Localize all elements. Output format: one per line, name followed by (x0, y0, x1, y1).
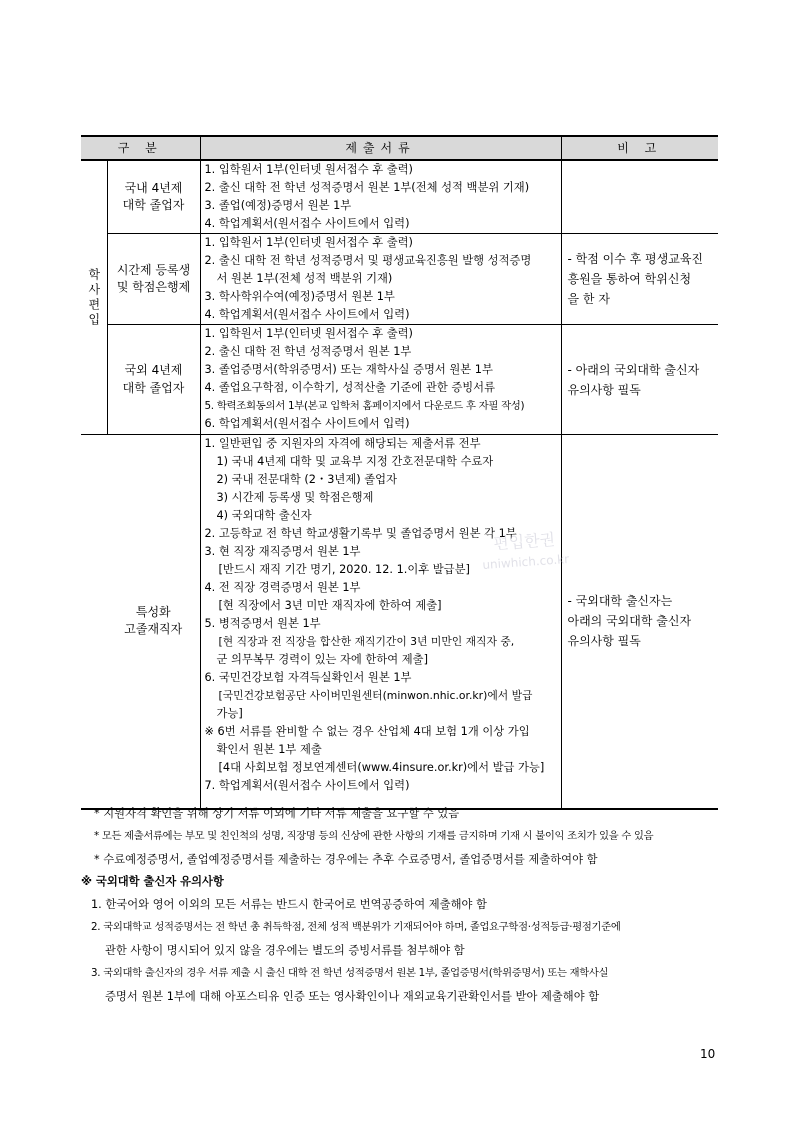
list-item: 확인서 원본 1부 제출 (216, 743, 322, 756)
footnote: * 지원자격 확인을 위해 상기 서류 이외에 기타 서류 제출을 요구할 수 있음 (94, 807, 460, 820)
list-item: 7. 학업계획서(원서접수 사이트에서 입력) (204, 779, 410, 792)
list-item: 6. 국민건강보험 자격득실확인서 원본 1부 (204, 671, 412, 684)
table-header-row (81, 136, 718, 160)
notice-item: 1. 한국어와 영어 이외의 모든 서류는 반드시 한국어로 번역공증하여 제출해야 함 (91, 898, 487, 911)
table-row (81, 435, 718, 809)
list-item: 1. 입학원서 1부(인터넷 원서접수 후 출력) (204, 163, 413, 176)
list-item: 5. 학력조회동의서 1부(본교 입학처 홈페이지에서 다운로드 후 자필 작성) (204, 400, 525, 412)
watermark-line: uniwhich.co.kr (481, 551, 570, 572)
submission-documents-table (81, 135, 718, 810)
subcategory-domestic: 국내 4년제 대학 졸업자 (107, 160, 200, 234)
remark-domestic (561, 160, 718, 234)
list-item: [현 직장과 전 직장을 합산한 재직기간이 3년 미만인 재직자 중, (218, 635, 515, 648)
notes-section (81, 802, 721, 1008)
header-category: 구 분 (81, 136, 200, 160)
list-item: 2. 고등학교 전 학년 학교생활기록부 및 졸업증명서 원본 각 1부 (204, 527, 517, 540)
watermark-line: 편입한권 (492, 529, 556, 554)
footnote: * 모든 제출서류에는 부모 및 친인척의 성명, 직장명 등의 신상에 관한 사항의 기재를 금지하며 기재 시 불이익 조치가 있을 수 있음 (94, 830, 654, 842)
documents-overseas (200, 325, 561, 435)
notice-item: 관한 사항이 명시되어 있지 않을 경우에는 별도의 증빙서류를 첨부해야 함 (105, 944, 465, 957)
documents-part-time (200, 234, 561, 325)
list-item: [현 직장에서 3년 미만 재직자에 한하여 제출] (218, 599, 442, 612)
table-row (81, 325, 718, 435)
header-documents: 제출서류 (200, 136, 561, 160)
list-item: 4. 졸업요구학점, 이수학기, 성적산출 기준에 관한 증빙서류 (204, 381, 496, 394)
remark-overseas: - 아래의 국외대학 출신자 유의사항 필독 (561, 325, 718, 435)
empty-group-cell (81, 435, 107, 809)
list-item: ※ 6번 서류를 완비할 수 없는 경우 산업체 4대 보험 1개 이상 가입 (204, 725, 530, 738)
header-remarks: 비 고 (561, 136, 718, 160)
list-item: 2) 국내 전문대학 (2・3년제) 졸업자 (216, 473, 397, 486)
documents-vocational-worker (200, 435, 561, 809)
list-item: [국민건강보험공단 사이버민원센터(minwon.nhic.or.kr)에서 발급 (218, 689, 533, 702)
list-item: 서 원본 1부(전체 성적 백분위 기재) (216, 272, 393, 285)
page-number: 10 (700, 1047, 716, 1061)
subcategory-overseas: 국외 4년제 대학 졸업자 (107, 325, 200, 435)
list-item: [반드시 재직 기간 명기, 2020. 12. 1.이후 발급분] (218, 563, 470, 576)
table-row (81, 234, 718, 325)
notice-item: 증명서 원본 1부에 대해 아포스티유 인증 또는 영사확인이나 재외교육기관확인서를 받아 제출해야 함 (105, 990, 600, 1003)
list-item: 가능] (216, 707, 243, 720)
list-item: 4. 전 직장 경력증명서 원본 1부 (204, 581, 361, 594)
list-item: [4대 사회보험 정보연계센터(www.4insure.or.kr)에서 발급 가능] (218, 761, 545, 774)
list-item: 4) 국외대학 출신자 (216, 509, 312, 522)
list-item: 1. 입학원서 1부(인터넷 원서접수 후 출력) (204, 327, 413, 340)
transfer-group-label: 학사편입 (81, 160, 107, 435)
footnote: * 수료예정증명서, 졸업예정증명서를 제출하는 경우에는 추후 수료증명서, 졸업증명서를 제출하여야 함 (94, 853, 598, 866)
list-item: 6. 학업계획서(원서접수 사이트에서 입력) (204, 417, 410, 430)
notice-item: 3. 국외대학 출신자의 경우 서류 제출 시 출신 대학 전 학년 성적증명서 원본 1부, 졸업증명서(학위증명서) 또는 재학사실 (91, 967, 609, 979)
table-row (81, 160, 718, 234)
list-item: 2. 출신 대학 전 학년 성적증명서 원본 1부 (204, 345, 412, 358)
list-item: 3) 시간제 등록생 및 학점은행제 (216, 491, 374, 504)
remark-part-time: - 학점 이수 후 평생교육진 흥원을 통하여 학위신청 을 한 자 (561, 234, 718, 325)
list-item: 1. 일반편입 중 지원자의 자격에 해당되는 제출서류 전부 (204, 437, 481, 450)
list-item: 4. 학업계획서(원서접수 사이트에서 입력) (204, 217, 410, 230)
foreign-notice-heading: ※ 국외대학 출신자 유의사항 (81, 875, 224, 888)
list-item: 4. 학업계획서(원서접수 사이트에서 입력) (204, 308, 410, 321)
list-item: 5. 병적증명서 원본 1부 (204, 617, 321, 630)
list-item: 1) 국내 4년제 대학 및 교육부 지정 간호전문대학 수료자 (216, 455, 494, 468)
list-item: 2. 출신 대학 전 학년 성적증명서 및 평생교육진흥원 발행 성적증명 (204, 254, 532, 267)
list-item: 3. 졸업(예정)증명서 원본 1부 (204, 199, 352, 212)
list-item: 2. 출신 대학 전 학년 성적증명서 원본 1부(전체 성적 백분위 기재) (204, 181, 530, 194)
subcategory-vocational-worker: 특성화 고졸재직자 (107, 435, 200, 809)
list-item: 1. 입학원서 1부(인터넷 원서접수 후 출력) (204, 236, 413, 249)
list-item: 3. 현 직장 재직증명서 원본 1부 (204, 545, 361, 558)
list-item: 3. 졸업증명서(학위증명서) 또는 재학사실 증명서 원본 1부 (204, 363, 493, 376)
notice-item: 2. 국외대학교 성적증명서는 전 학년 총 취득학점, 전체 성적 백분위가 기재되어야 하며, 졸업요구학점·성적등급·평점기준에 (91, 921, 621, 933)
remark-vocational-worker: - 국외대학 출신자는 아래의 국외대학 출신자 유의사항 필독 (561, 435, 718, 809)
documents-domestic (200, 160, 561, 234)
subcategory-part-time: 시간제 등록생 및 학점은행제 (107, 234, 200, 325)
list-item: 3. 학사학위수여(예정)증명서 원본 1부 (204, 290, 395, 303)
list-item: 군 의무복무 경력이 있는 자에 한하여 제출] (216, 653, 428, 666)
